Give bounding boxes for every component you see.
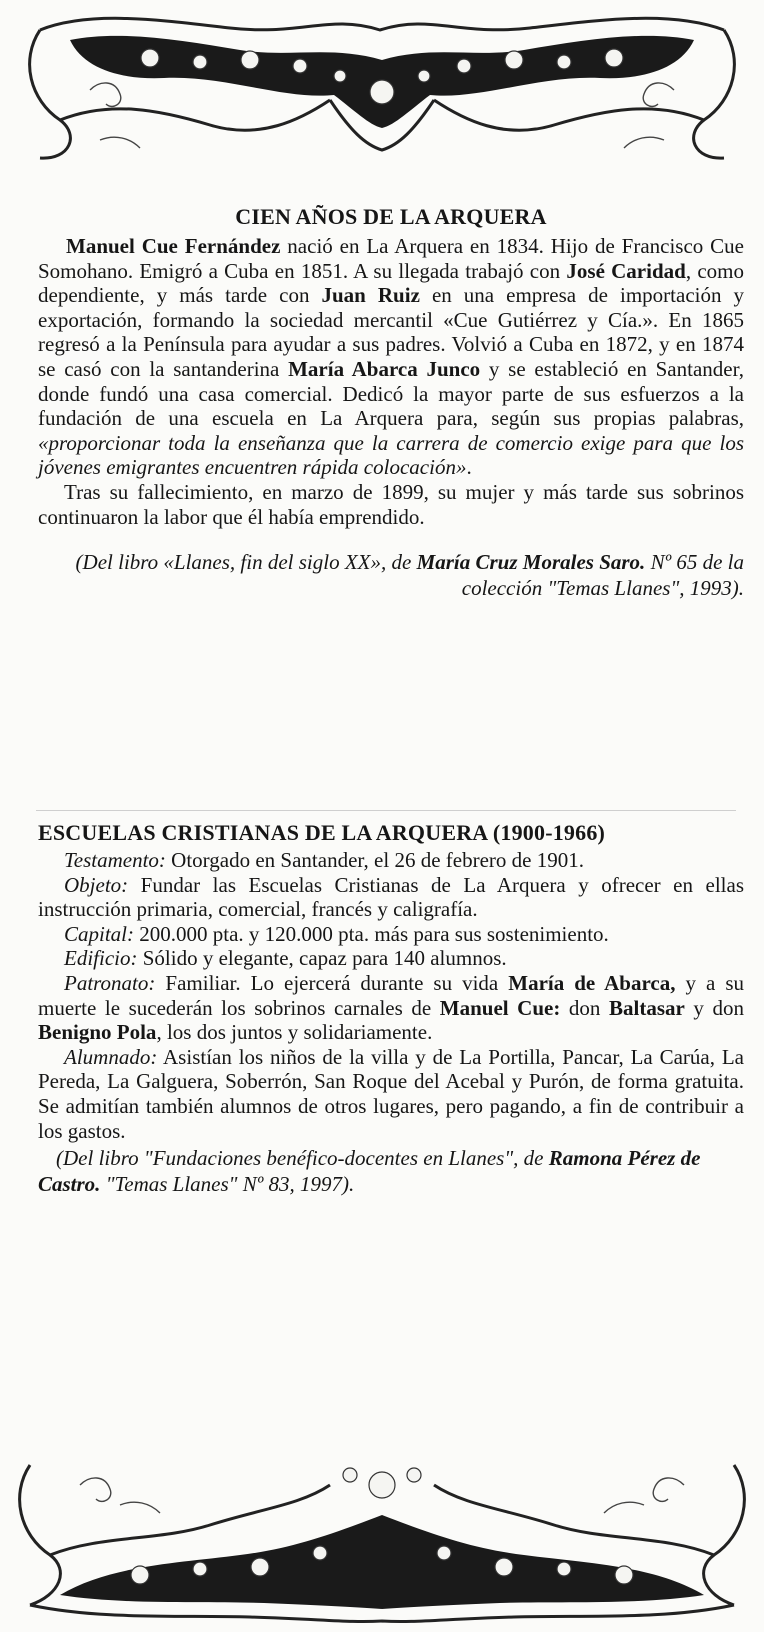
- paragraph-text: y a su muerte le sucederán los sobrinos carnales de: [38, 970, 744, 1020]
- section-divider: [36, 810, 736, 811]
- paragraph-text: , como dependiente, y más tarde con: [38, 258, 744, 308]
- person-name: Baltasar: [609, 995, 685, 1020]
- article-title: ESCUELAS CRISTIANAS DE LA ARQUERA (1900-1966): [38, 820, 606, 845]
- paragraph-text: Asistían los niños de la villa y de La Portilla, Pancar, La Carúa, La Pereda, La Galguera, Soberrón, San Roque del Acebal y Purón, de forma gratuita. Se admitían también alumnos de otros lugares, pero pagando, a fin de contribuir a los gastos.: [38, 1044, 744, 1143]
- article-paragraph: [38, 971, 744, 1045]
- article-source: [38, 1145, 744, 1197]
- paragraph-text: nació en La Arquera en 1834. Hijo de Francisco Cue Somohano. Emigró a Cuba en 1851. A su llegada trabajó con: [38, 234, 744, 283]
- article-cien-anos: [38, 204, 744, 601]
- source-author: María Cruz Morales Saro.: [416, 550, 646, 575]
- floral-scroll-ornament-icon: [0, 0, 764, 175]
- field-label: Objeto:: [64, 872, 129, 897]
- paragraph-text: y se estableció en Santander, donde fundó una casa comercial. Dedicó la mayor parte de sus esfuerzos a la fundación de una escuela en La Arquera para, según sus propias palabras,: [38, 356, 745, 431]
- person-name: Juan Ruiz: [321, 283, 420, 308]
- bottom-floral-ornament: [0, 1445, 764, 1632]
- source-text: (Del libro "Fundaciones benéfico-docentes en Llanes", de: [56, 1146, 549, 1171]
- article-paragraph: [38, 922, 744, 947]
- article-escuelas-cristianas: [38, 820, 744, 1197]
- field-label: Patronato:: [64, 970, 156, 995]
- source-text: (Del libro «Llanes, fin del siglo XX», de: [75, 550, 417, 575]
- paragraph-text: y don: [684, 995, 745, 1020]
- field-label: Alumnado:: [64, 1044, 158, 1069]
- paragraph-text: Familiar. Lo ejercerá durante su vida: [155, 970, 509, 995]
- person-name: Benigno Pola: [38, 1020, 157, 1045]
- field-label: Capital:: [64, 921, 135, 946]
- quote: «proporcionar toda la enseñanza que la carrera de comercio exige para que los jóvenes emigrantes encuentren rápida colocación»: [38, 430, 744, 480]
- person-name: María Abarca Junco: [288, 356, 481, 381]
- source-author: Ramona Pérez de Castro.: [38, 1146, 701, 1197]
- article-title: CIEN AÑOS DE LA ARQUERA: [235, 204, 547, 229]
- person-name: María de Abarca,: [508, 970, 676, 995]
- article-paragraph: Tras su fallecimiento, en marzo de 1899, su mujer y más tarde sus sobrinos continuaron la labor que él había emprendido.: [38, 479, 744, 529]
- paragraph-text: 200.000 pta. y 120.000 pta. más para sus sostenimiento.: [134, 921, 609, 946]
- paragraph-text: Otorgado en Santander, el 26 de febrero de 1901.: [165, 848, 584, 872]
- top-floral-ornament: [0, 0, 764, 175]
- person-name: Manuel Cue:: [439, 995, 561, 1020]
- article-paragraph: [38, 1045, 744, 1143]
- paragraph-text: Fundar las Escuelas Cristianas de La Arquera y ofrecer en ellas instrucción primaria, comercial, francés y caligrafía.: [38, 872, 744, 922]
- article-paragraph: [38, 234, 744, 480]
- source-text: Nº 65 de la colección "Temas Llanes", 1993).: [461, 550, 744, 601]
- field-label: Testamento:: [64, 848, 166, 872]
- person-name: José Caridad: [566, 258, 686, 283]
- paragraph-text: .: [466, 455, 472, 480]
- paragraph-text: Sólido y elegante, capaz para 140 alumnos.: [137, 946, 507, 971]
- paragraph-text: don: [560, 995, 610, 1020]
- article-paragraph: [38, 873, 744, 922]
- article-source: [38, 549, 744, 601]
- paragraph-text: , los dos juntos y solidariamente.: [156, 1020, 433, 1045]
- article-paragraph: [38, 946, 744, 971]
- article-paragraph: [38, 848, 744, 873]
- source-text: "Temas Llanes" Nº 83, 1997).: [100, 1172, 355, 1197]
- floral-scroll-ornament-icon: [0, 1445, 764, 1632]
- field-label: Edificio:: [64, 946, 138, 971]
- paragraph-text: en una empresa de importación y exportación, formando la sociedad mercantil «Cue Gutiérrez y Cía.». En 1865 regresó a la Península para ayudar a sus padres. Volvió a Cuba en 1872, y en 1874 se casó con la santanderina: [38, 283, 745, 381]
- person-name: Manuel Cue Fernández: [66, 234, 281, 258]
